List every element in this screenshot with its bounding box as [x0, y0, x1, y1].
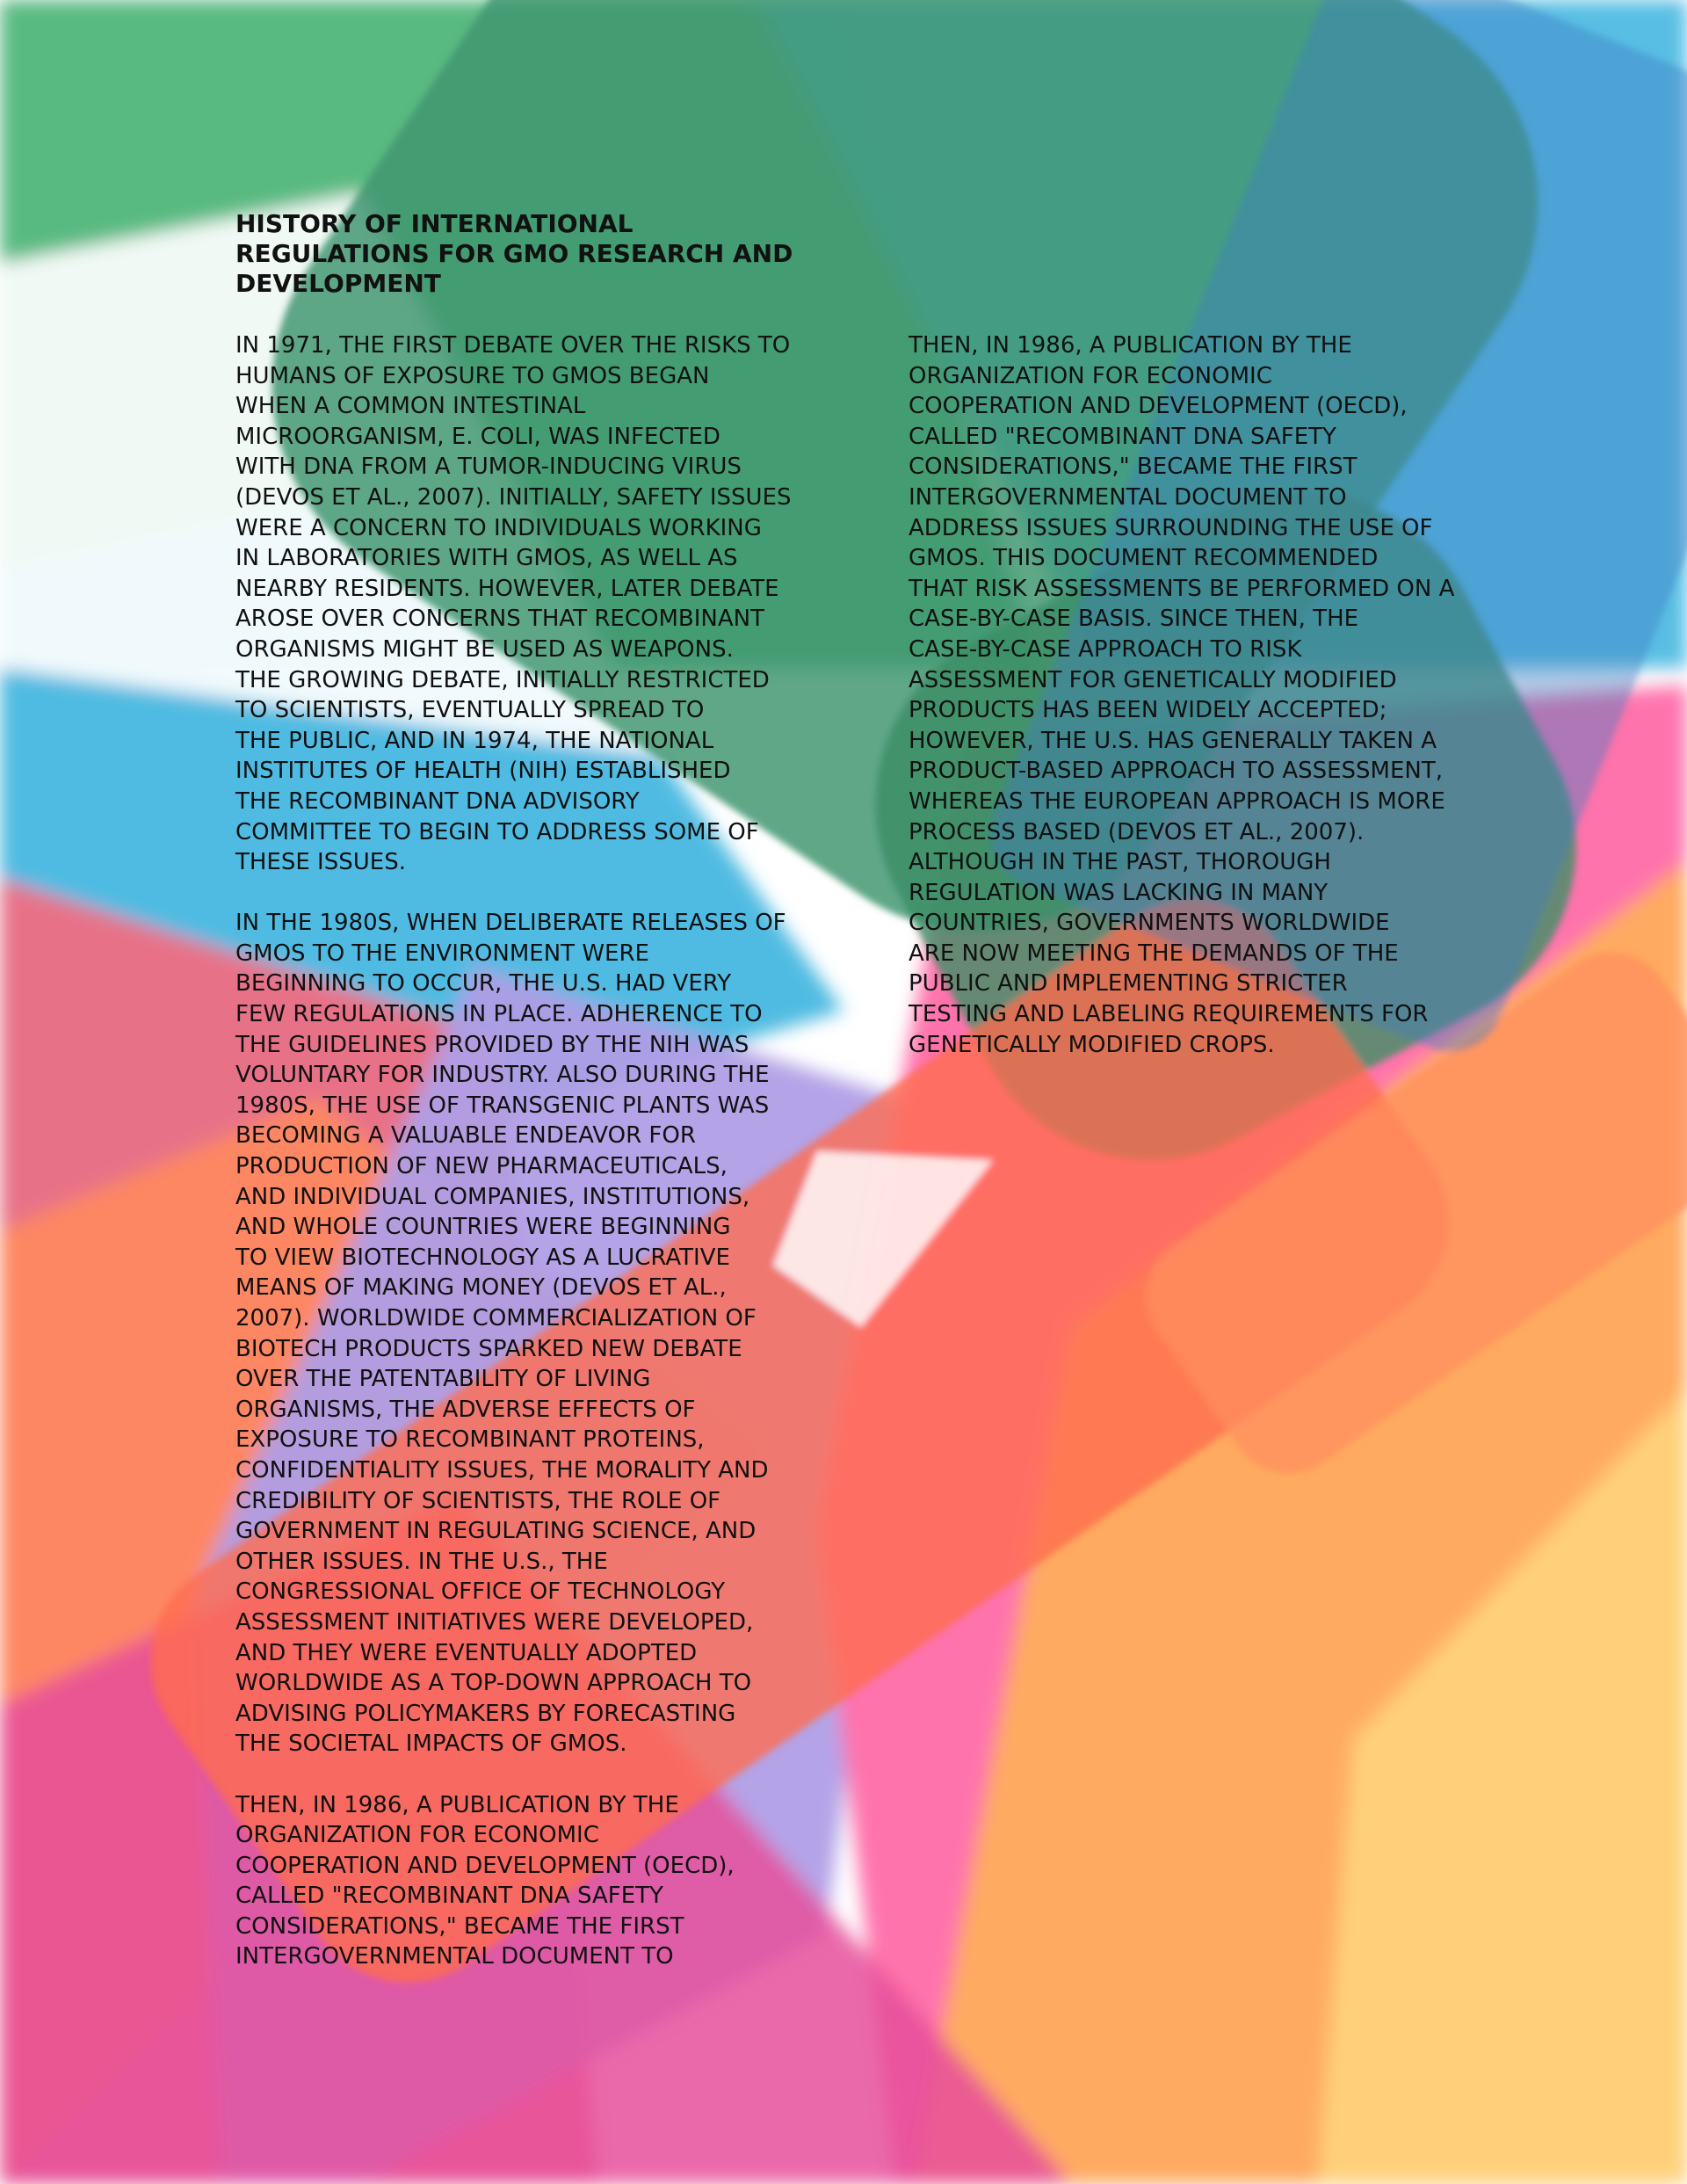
left-text-column — [235, 330, 798, 1972]
left-paragraph-3: THEN, IN 1986, A PUBLICATION BY THE ORGANIZATION FOR ECONOMIC COOPERATION AND DEVELOPMENT (OECD), CALLED "RECOMBINANT DNA SAFETY CONSIDERATIONS," BECAME THE FIRST INTERGOVERNMENTAL DOCUMENT TO — [235, 1791, 735, 1970]
document-title: HISTORY OF INTERNATIONAL REGULATIONS FOR GMO RESEARCH AND DEVELOPMENT — [235, 209, 793, 298]
right-paragraph-1: THEN, IN 1986, A PUBLICATION BY THE ORGANIZATION FOR ECONOMIC COOPERATION AND DEVELOPMENT (OECD), CALLED "RECOMBINANT DNA SAFETY CONSIDERATIONS," BECAME THE FIRST INTERGOVERNMENTAL DOCUMENT TO ADDRESS ISSUES SURROUNDING THE USE OF GMOS. THIS DOCUMENT RECOMMENDED THAT RISK ASSESSMENTS BE PERFORMED ON A CASE-BY-CASE BASIS. SINCE THEN, THE CASE-BY-CASE APPROACH TO RISK ASSESSMENT FOR GENETICALLY MODIFIED PRODUCTS HAS BEEN WIDELY ACCEPTED; HOWEVER, THE U.S. HAS GENERALLY TAKEN A PRODUCT-BASED APPROACH TO ASSESSMENT, WHEREAS THE EUROPEAN APPROACH IS MORE PROCESS BASED (DEVOS ET AL., 2007). ALTHOUGH IN THE PAST, THOROUGH REGULATION WAS LACKING IN MANY COUNTRIES, GOVERNMENTS WORLDWIDE ARE NOW MEETING THE DEMANDS OF THE PUBLIC AND IMPLEMENTING STRICTER TESTING AND LABELING REQUIREMENTS FOR GENETICALLY MODIFIED CROPS. — [909, 332, 1455, 1058]
left-paragraph-1: IN 1971, THE FIRST DEBATE OVER THE RISKS TO HUMANS OF EXPOSURE TO GMOS BEGAN WHEN A COMMON INTESTINAL MICROORGANISM, E. COLI, WAS INFECTED WITH DNA FROM A TUMOR-INDUCING VIRUS (DEVOS ET AL., 2007). INITIALLY, SAFETY ISSUES WERE A CONCERN TO INDIVIDUALS WORKING IN LABORATORIES WITH GMOS, AS WELL AS NEARBY RESIDENTS. HOWEVER, LATER DEBATE AROSE OVER CONCERNS THAT RECOMBINANT ORGANISMS MIGHT BE USED AS WEAPONS. THE GROWING DEBATE, INITIALLY RESTRICTED TO SCIENTISTS, EVENTUALLY SPREAD TO THE PUBLIC, AND IN 1974, THE NATIONAL INSTITUTES OF HEALTH (NIH) ESTABLISHED THE RECOMBINANT DNA ADVISORY COMMITTEE TO BEGIN TO ADDRESS SOME OF THESE ISSUES. — [235, 332, 792, 876]
right-text-column — [909, 330, 1480, 1060]
left-paragraph-2: IN THE 1980S, WHEN DELIBERATE RELEASES OF GMOS TO THE ENVIRONMENT WERE BEGINNING TO OCCUR, THE U.S. HAD VERY FEW REGULATIONS IN PLACE. ADHERENCE TO THE GUIDELINES PROVIDED BY THE NIH WAS VOLUNTARY FOR INDUSTRY. ALSO DURING THE 1980S, THE USE OF TRANSGENIC PLANTS WAS BECOMING A VALUABLE ENDEAVOR FOR PRODUCTION OF NEW PHARMACEUTICALS, AND INDIVIDUAL COMPANIES, INSTITUTIONS, AND WHOLE COUNTRIES WERE BEGINNING TO VIEW BIOTECHNOLOGY AS A LUCRATIVE MEANS OF MAKING MONEY (DEVOS ET AL., 2007). WORLDWIDE COMMERCIALIZATION OF BIOTECH PRODUCTS SPARKED NEW DEBATE OVER THE PATENTABILITY OF LIVING ORGANISMS, THE ADVERSE EFFECTS OF EXPOSURE TO RECOMBINANT PROTEINS, CONFIDENTIALITY ISSUES, THE MORALITY AND CREDIBILITY OF SCIENTISTS, THE ROLE OF GOVERNMENT IN REGULATING SCIENCE, AND OTHER ISSUES. IN THE U.S., THE CONGRESSIONAL OFFICE OF TECHNOLOGY ASSESSMENT INITIATIVES WERE DEVELOPED, AND THEY WERE EVENTUALLY ADOPTED WORLDWIDE AS A TOP-DOWN APPROACH TO ADVISING POLICYMAKERS BY FORECASTING THE SOCIETAL IMPACTS OF GMOS. — [235, 910, 786, 1758]
